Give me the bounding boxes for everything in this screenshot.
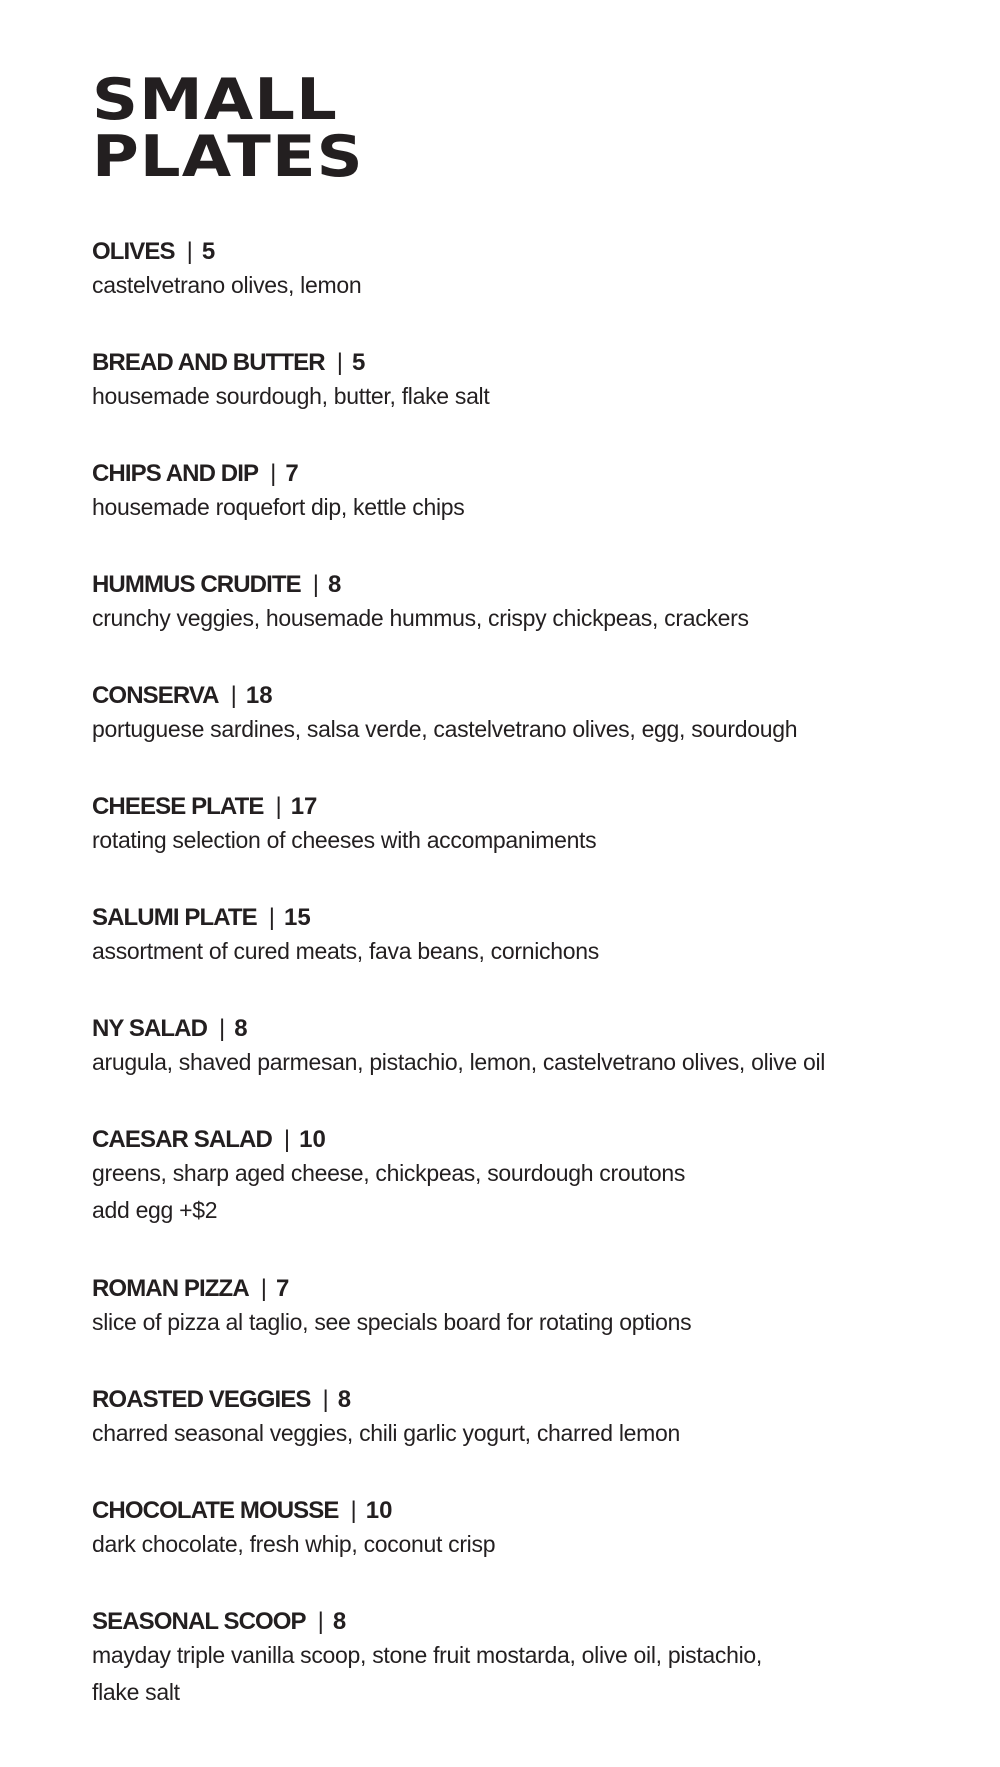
menu-item-chips-and-dip — [92, 459, 952, 570]
menu-item-heading — [92, 348, 952, 378]
menu-item-heading — [92, 1496, 952, 1526]
menu-item-description: portuguese sardines, salsa verde, castelvetrano olives, egg, sourdough — [92, 716, 798, 742]
menu-item-name: SEASONAL SCOOP — [92, 1608, 306, 1635]
menu-item-description: arugula, shaved parmesan, pistachio, lemon, castelvetrano olives, olive oil — [92, 1049, 826, 1075]
menu-item-roasted-veggies — [92, 1385, 952, 1496]
menu-item-description: housemade roquefort dip, kettle chips — [92, 494, 465, 520]
menu-title-line-1: SMALL — [92, 67, 338, 133]
menu-title — [92, 67, 1000, 190]
menu-item-description-continued: flake salt — [92, 1679, 180, 1705]
menu-item-conserva — [92, 681, 952, 792]
menu-item-caesar-salad — [92, 1125, 952, 1274]
menu-item-price: 8 — [234, 1015, 248, 1042]
menu-item-seasonal-scoop — [92, 1607, 952, 1756]
menu-item-cheese-plate — [92, 792, 952, 903]
menu-item-price: 18 — [245, 682, 273, 709]
menu-item-chocolate-mousse — [92, 1496, 952, 1607]
menu-item-description: crunchy veggies, housemade hummus, crispy chickpeas, crackers — [92, 605, 749, 631]
menu-title-line-2: PLATES — [92, 124, 364, 190]
price-separator: | — [275, 793, 282, 820]
menu-item-description: rotating selection of cheeses with accompaniments — [92, 827, 597, 853]
menu-item-price: 10 — [299, 1126, 326, 1153]
menu-item-heading — [92, 237, 952, 267]
menu-item-price: 5 — [351, 349, 366, 376]
menu-item-heading — [92, 570, 952, 600]
menu-item-heading — [92, 1274, 952, 1304]
menu-item-price: 7 — [285, 460, 299, 487]
menu-item-heading — [92, 903, 952, 933]
menu-item-name: CHIPS AND DIP — [92, 460, 259, 487]
price-separator: | — [186, 238, 193, 265]
menu-item-hummus-crudite — [92, 570, 952, 681]
menu-item-name: CHEESE PLATE — [92, 793, 264, 820]
price-separator: | — [312, 571, 319, 598]
menu-item-heading — [92, 1125, 952, 1155]
menu-item-name: CAESAR SALAD — [92, 1126, 272, 1153]
menu-item-price: 15 — [283, 904, 311, 931]
menu-item-heading — [92, 459, 952, 489]
menu-item-price: 5 — [201, 238, 216, 265]
menu-item-name: SALUMI PLATE — [92, 904, 257, 931]
price-separator: | — [230, 682, 237, 709]
price-separator: | — [219, 1015, 226, 1042]
menu-item-price: 17 — [290, 793, 318, 820]
menu-item-name: OLIVES — [92, 238, 175, 265]
price-separator: | — [350, 1497, 357, 1524]
menu-item-heading — [92, 1385, 952, 1415]
menu-item-heading — [92, 792, 952, 822]
price-separator: | — [317, 1608, 324, 1635]
menu-item-description: castelvetrano olives, lemon — [92, 272, 362, 298]
menu-item-name: CONSERVA — [92, 682, 219, 709]
menu-items-list — [92, 237, 952, 1756]
menu-item-name: HUMMUS CRUDITE — [92, 571, 301, 598]
menu-item-name: NY SALAD — [92, 1015, 208, 1042]
menu-item-price: 8 — [327, 571, 342, 598]
menu-item-bread-and-butter — [92, 348, 952, 459]
price-separator: | — [322, 1386, 329, 1413]
menu-item-name: BREAD AND BUTTER — [92, 349, 325, 376]
menu-item-roman-pizza — [92, 1274, 952, 1385]
menu-item-salumi-plate — [92, 903, 952, 1014]
menu-item-description: mayday triple vanilla scoop, stone fruit mostarda, olive oil, pistachio, — [92, 1642, 763, 1668]
menu-item-price: 8 — [337, 1386, 352, 1413]
price-separator: | — [336, 349, 343, 376]
menu-item-description: slice of pizza al taglio, see specials board for rotating options — [92, 1309, 692, 1335]
price-separator: | — [283, 1126, 291, 1153]
menu-item-description: assortment of cured meats, fava beans, cornichons — [92, 938, 599, 964]
menu-item-add-on: add egg +$2 — [92, 1197, 218, 1223]
menu-item-name: CHOCOLATE MOUSSE — [92, 1497, 339, 1524]
menu-item-name: ROMAN PIZZA — [92, 1275, 249, 1302]
menu-item-price: 10 — [365, 1497, 393, 1524]
menu-item-olives — [92, 237, 952, 348]
menu-item-description: charred seasonal veggies, chili garlic yogurt, charred lemon — [92, 1420, 680, 1446]
menu-item-heading — [92, 681, 952, 711]
menu-item-description: housemade sourdough, butter, flake salt — [92, 383, 490, 409]
menu-page — [92, 67, 952, 1705]
menu-item-ny-salad — [92, 1014, 952, 1125]
menu-item-heading — [92, 1607, 952, 1637]
price-separator: | — [268, 904, 275, 931]
price-separator: | — [260, 1275, 267, 1302]
menu-item-description: dark chocolate, fresh whip, coconut crisp — [92, 1531, 496, 1557]
menu-item-price: 8 — [332, 1608, 347, 1635]
menu-item-price: 7 — [276, 1275, 290, 1302]
price-separator: | — [270, 460, 277, 487]
menu-item-heading — [92, 1014, 952, 1044]
menu-item-description: greens, sharp aged cheese, chickpeas, sourdough croutons — [92, 1160, 686, 1186]
menu-item-name: ROASTED VEGGIES — [92, 1386, 311, 1413]
